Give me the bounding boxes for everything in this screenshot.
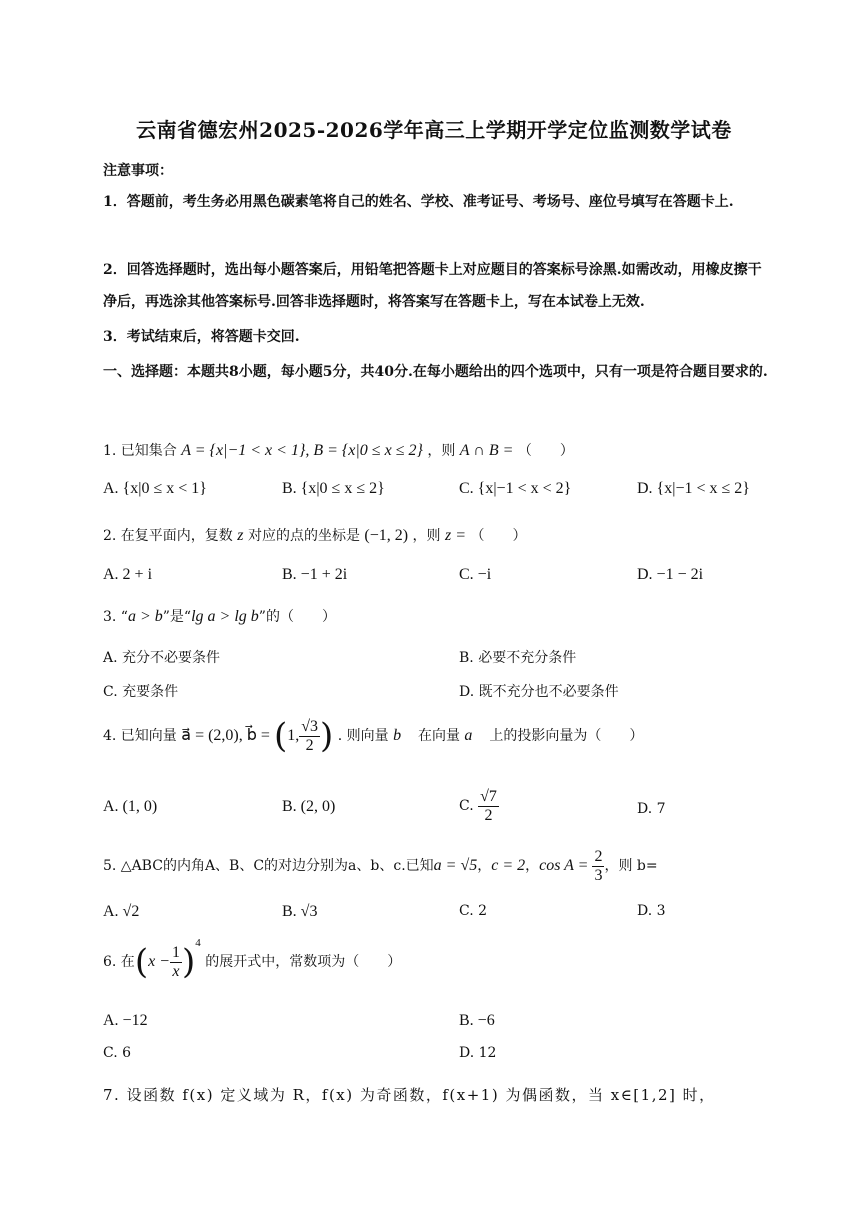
section-heading: 一、选择题：本题共8小题，每小题5分，共40分.在每小题给出的四个选项中，只有一项是符合题目要求的. <box>103 364 768 380</box>
question-text: ”的（ ） <box>258 609 336 625</box>
right-paren: ) <box>319 716 334 756</box>
binomial-x: x − <box>148 953 170 970</box>
question-math: a⃗ = (2,0), b⃗ = <box>181 727 274 744</box>
question-7-stem: 7. 设函数 f(x) 定义域为 R，f(x) 为奇函数，f(x+1) 为偶函数，当 x∈[1,2] 时， <box>103 1086 716 1104</box>
fraction <box>170 944 182 980</box>
question-text: ，则 <box>412 528 441 544</box>
question-3-stem <box>103 606 336 626</box>
question-1-stem <box>103 440 574 460</box>
fraction <box>592 848 604 884</box>
question-5-option-d[interactable]: D. 3 <box>637 903 666 919</box>
question-1-option-d[interactable]: D. {x|−1 < x ≤ 2} <box>637 480 750 497</box>
question-math: c = 2 <box>491 857 526 875</box>
fraction-denominator: x <box>172 962 180 980</box>
fraction-denominator: 2 <box>305 736 314 754</box>
question-text: ，则 <box>427 443 456 459</box>
question-math: z <box>237 527 244 544</box>
question-math: b⃗ <box>393 727 414 744</box>
question-5-option-b[interactable]: B. √3 <box>282 903 318 920</box>
fraction-denominator: 3 <box>594 866 603 884</box>
question-text: 对应的点的坐标是 <box>247 528 360 544</box>
question-math: cos A = <box>539 857 593 875</box>
question-6-stem <box>103 937 402 982</box>
question-math: lg a > lg b <box>191 608 259 625</box>
fraction-numerator: √3 <box>301 717 318 735</box>
question-math: (−1, 2) <box>364 527 409 544</box>
left-paren: ( <box>134 942 149 982</box>
question-text: 2. 在复平面内，复数 <box>103 528 233 544</box>
question-6-option-b[interactable]: B. −6 <box>459 1012 495 1029</box>
question-math: a = √5 <box>433 857 478 875</box>
question-3-option-d[interactable]: D. 既不充分也不必要条件 <box>459 684 619 700</box>
question-math: a > b <box>127 608 163 625</box>
notice-item-1: 1．答题前，考生务必用黑色碳素笔将自己的姓名、学校、准考证号、考场号、座位号填写在答题卡上. <box>103 194 734 210</box>
question-2-option-a[interactable]: A. 2 + i <box>103 566 153 583</box>
fraction-denominator: 2 <box>484 806 493 824</box>
question-4-option-c[interactable] <box>459 788 499 824</box>
question-3-option-c[interactable]: C. 充要条件 <box>103 684 179 700</box>
question-text: 的展开式中，常数项为（ ） <box>205 954 402 970</box>
notice-item-3: 3．考试结束后，将答题卡交回. <box>103 329 300 345</box>
question-text: （ ） <box>470 528 527 544</box>
question-math: A ∩ B = <box>459 442 514 459</box>
question-2-option-d[interactable]: D. −1 − 2i <box>637 566 704 583</box>
fraction-numerator: 1 <box>171 943 180 961</box>
vector-b-x: 1, <box>287 727 300 744</box>
question-math: A = {x|−1 < x < 1}, B = {x|0 ≤ x ≤ 2} <box>181 442 423 459</box>
notice-item-2: 2．回答选择题时，选出每小题答案后，用铅笔把答题卡上对应题目的答案标号涂黑.如需改动，用橡皮擦干净后，再选涂其他答案标号.回答非选择题时，将答案写在答题卡上，写在本试卷上无效. <box>103 262 762 310</box>
question-text: 在向量 <box>417 728 460 744</box>
fraction <box>299 718 320 754</box>
question-4-option-d[interactable]: D. 7 <box>637 801 666 817</box>
right-paren: ) <box>181 942 196 982</box>
fraction-numerator: 2 <box>594 848 603 865</box>
question-text: ， <box>477 858 492 875</box>
question-2-option-c[interactable]: C. −i <box>459 566 492 583</box>
notice-heading: 注意事项： <box>103 163 173 179</box>
option-label: C. <box>459 798 474 815</box>
exponent: 4 <box>195 937 201 950</box>
question-1-option-b[interactable]: B. {x|0 ≤ x ≤ 2} <box>282 480 385 497</box>
question-5-option-c[interactable]: C. 2 <box>459 903 488 919</box>
question-text: 3. “ <box>103 609 128 625</box>
question-text: ， <box>525 858 540 875</box>
question-1-option-a[interactable]: A. {x|0 ≤ x < 1} <box>103 480 207 497</box>
question-2-stem <box>103 525 526 545</box>
question-text: ，则 b= <box>604 858 658 875</box>
question-math: a⃗ <box>464 727 485 744</box>
question-text: 1. 已知集合 <box>103 443 177 459</box>
question-4-option-b[interactable]: B. (2, 0) <box>282 798 336 815</box>
question-text: 上的投影向量为（ ） <box>489 728 644 744</box>
question-text: 4. 已知向量 <box>103 728 177 744</box>
left-paren: ( <box>273 716 288 756</box>
question-5-option-a[interactable]: A. √2 <box>103 903 140 920</box>
question-4-stem <box>103 716 643 756</box>
question-text: 5. △ABC的内角A、B、C的对边分别为a、b、c.已知 <box>103 858 434 875</box>
question-text: ”是“ <box>162 609 192 625</box>
question-6-option-d[interactable]: D. 12 <box>459 1045 497 1061</box>
question-5-stem <box>103 848 658 884</box>
fraction-numerator: √7 <box>480 788 497 805</box>
question-3-option-b[interactable]: B. 必要不充分条件 <box>459 650 577 666</box>
question-math: z = <box>445 527 467 544</box>
page-title: 云南省德宏州2025-2026学年高三上学期开学定位监测数学试卷 <box>136 118 732 142</box>
question-6-option-a[interactable]: A. −12 <box>103 1012 148 1029</box>
question-4-option-a[interactable]: A. (1, 0) <box>103 798 158 815</box>
question-text: . 则向量 <box>337 728 389 744</box>
question-1-option-c[interactable]: C. {x|−1 < x < 2} <box>459 480 572 497</box>
fraction <box>478 788 499 824</box>
question-text: 6. 在 <box>103 954 135 970</box>
question-3-option-a[interactable]: A. 充分不必要条件 <box>103 650 221 666</box>
question-6-option-c[interactable]: C. 6 <box>103 1045 132 1061</box>
question-2-option-b[interactable]: B. −1 + 2i <box>282 566 348 583</box>
question-text: （ ） <box>517 443 574 459</box>
